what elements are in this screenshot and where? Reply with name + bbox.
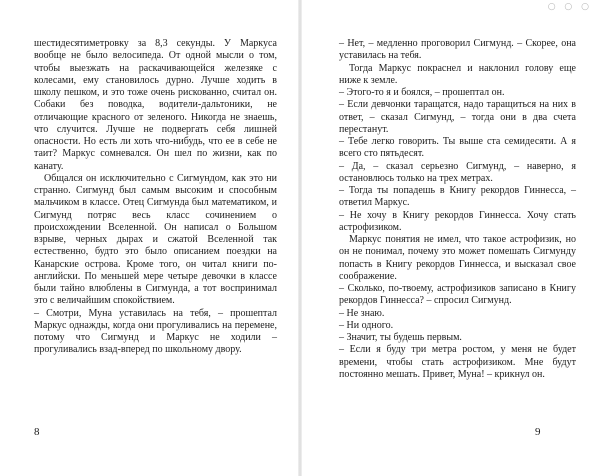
left-page-number: 8	[34, 426, 40, 438]
right-paragraph-3: – Этого-то я и боялся, – прошептал он.	[339, 87, 505, 98]
right-paragraph-14: – Если я буду три метра ростом, у меня не будет времени, чтобы стать астрофизиком. Мне будут постоянно мешать. Привет, Муна! – крикнул он.	[339, 344, 576, 380]
left-paragraph-3: – Смотри, Муна уставилась на тебя, – прошептал Маркус однажды, когда они прогуливались на перемене, потому что Сигмунд и Маркус не ходили – прогуливались взад-вперед по школьному двору.	[34, 307, 277, 356]
left-paragraph-2: Общался он исключительно с Сигмундом, как это ни странно. Сигмунд был самым высоким и способным мальчиком в классе. Отец Сигмунда был математиком, и Сигмунд потряс весь класс сочинением о происхождении Вселенной. Он написал о Большом взрыве, черных дырах и сжатой Вселенной так естественно, будто это было описанием поездки на Канарские острова. Кроме того, он читал книги по-английски. По меньшей мере четыре девочки в классе были тайно влюблены в Сигмунда, а тот воспринимал это с величайшим спокойствием.	[34, 172, 277, 307]
corner-marks: ○ ○ ○	[547, 2, 592, 12]
right-paragraph-10: – Сколько, по-твоему, астрофизиков записано в Книгу рекордов Гиннесса? – спросил Сигмунд.	[339, 283, 576, 307]
right-paragraph-5: – Тебе легко говорить. Ты выше ста семидесяти. А я всего сто пятьдесят.	[339, 136, 576, 160]
right-paragraph-2: Тогда Маркус покраснел и наклонил голову еще ниже к земле.	[339, 62, 576, 86]
right-page-text	[339, 38, 576, 381]
right-page	[302, 0, 600, 476]
right-paragraph-11: – Не знаю.	[339, 307, 385, 319]
right-paragraph-1: – Нет, – медленно проговорил Сигмунд. – Скорее, она уставилась на тебя.	[339, 38, 576, 62]
right-paragraph-4: – Если девчонки таращатся, надо таращиться на них в ответ, – сказал Сигмунд, – тогда они в два счета перестанут.	[339, 99, 576, 135]
right-paragraph-9: Маркус понятия не имел, что такое астрофизик, но он не понимал, почему это может помешать Сигмунду попасть в Книгу рекордов Гиннесса, и высказал свое соображение.	[339, 234, 576, 282]
right-page-number: 9	[535, 426, 541, 438]
left-paragraph-1: шестидесятиметровку за 8,3 секунды. У Маркуса вообще не было велосипеда. От одной мысли о том, чтобы выезжать на раскачивающейся железяке с колесами, ему становилось дурно. Лучше ходить в школу пешком, и это тоже очень рискованно, считал он. Собаки без поводка, водители-дальтоники, не отличающие красного от зеленого. Никогда не знаешь, что случится. Лучше не подвергать себя лишней опасности. Но есть ли хоть что-нибудь, что ее в себе не таит? Маркус сомневался. Он шел по жизни, как по канату.	[34, 38, 277, 172]
left-page	[0, 0, 298, 476]
right-paragraph-8: – Не хочу в Книгу рекордов Гиннесса. Хочу стать астрофизиком.	[339, 209, 576, 233]
right-paragraph-7: – Тогда ты попадешь в Книгу рекордов Гиннесса, – ответил Маркус.	[339, 185, 576, 209]
right-paragraph-6: – Да, – сказал серьезно Сигмунд, – наверно, я остановлюсь только на трех метрах.	[339, 160, 576, 184]
right-paragraph-12: – Ни одного.	[339, 319, 394, 331]
right-paragraph-13: – Значит, ты будешь первым.	[339, 332, 462, 343]
left-page-text	[34, 38, 277, 357]
